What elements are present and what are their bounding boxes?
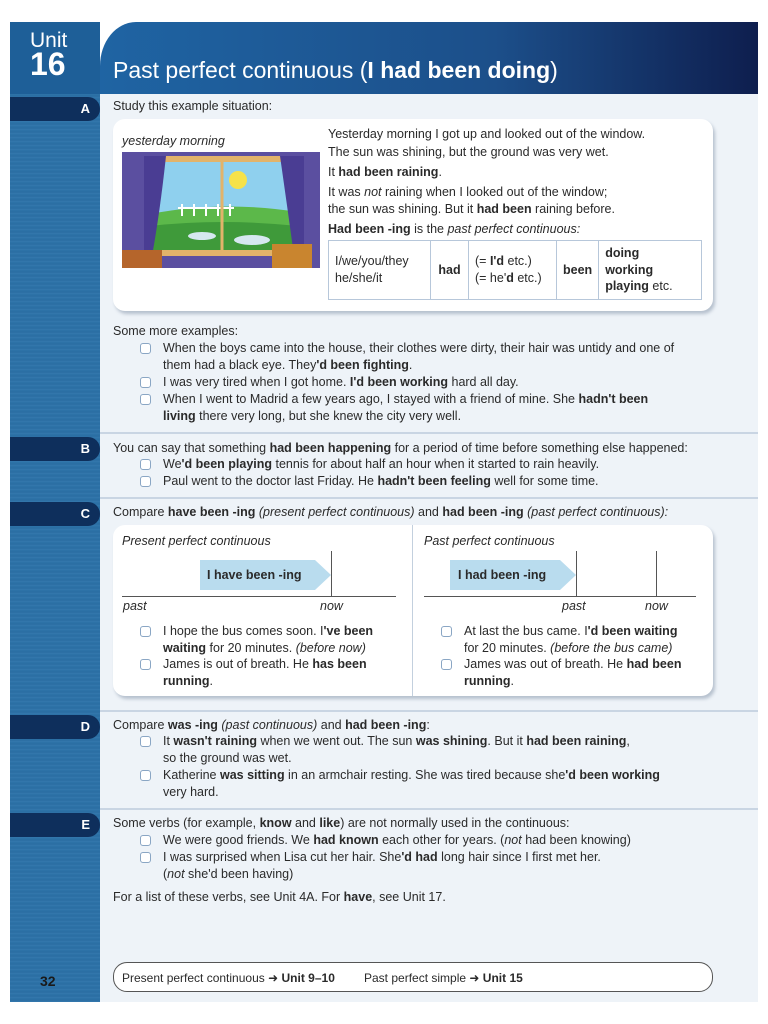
- example-line: them had a black eye. They'd been fighting.: [163, 358, 413, 372]
- timeline-now-marker: [331, 551, 332, 596]
- example-line: It wasn't raining when we went out. The sun was shining. But it had been raining,: [163, 734, 630, 748]
- timeline: [424, 596, 696, 597]
- situation-line: It was not raining when I looked out of the window;: [328, 185, 608, 199]
- section-tab-d: D: [10, 715, 100, 739]
- bullet-icon: [140, 377, 151, 388]
- form-had: had: [431, 241, 469, 300]
- section-e-intro: Some verbs (for example, know and like) are not normally used in the continuous:: [113, 816, 570, 830]
- timeline: [122, 596, 396, 597]
- bullet-icon: [140, 659, 151, 670]
- divider: [100, 808, 758, 810]
- arrow-label: I had been -ing: [458, 568, 547, 582]
- section-d-intro: Compare was -ing (past continuous) and had been -ing:: [113, 718, 430, 732]
- bullet-icon: [140, 343, 151, 354]
- bullet-icon: [140, 476, 151, 487]
- form-table: [328, 240, 702, 300]
- situation-line: It had been raining.: [328, 165, 442, 179]
- sun-icon: [229, 171, 247, 189]
- bullet-icon: [441, 626, 452, 637]
- unit-word: Unit: [30, 29, 68, 52]
- example-line: James was out of breath. He had been: [464, 657, 682, 671]
- example-line: We'd been playing tennis for about half an hour when it started to rain heavily.: [163, 457, 600, 471]
- timeline-past-marker: [576, 551, 577, 596]
- divider: [100, 710, 758, 712]
- section-tab-b: B: [10, 437, 100, 461]
- form-short: (= I'd etc.) (= he'd etc.): [469, 241, 557, 300]
- bullet-icon: [140, 459, 151, 470]
- situation-line: Yesterday morning I got up and looked out of the window.: [328, 127, 646, 141]
- bullet-icon: [140, 394, 151, 405]
- bullet-icon: [140, 835, 151, 846]
- cross-reference-note: For a list of these verbs, see Unit 4A. For have, see Unit 17.: [113, 890, 446, 904]
- example-line: James is out of breath. He has been: [163, 657, 367, 671]
- footer-reference-1[interactable]: Present perfect continuous ➜ Unit 9–10: [122, 971, 335, 985]
- arrow-label: I have been -ing: [207, 568, 302, 582]
- bullet-icon: [140, 770, 151, 781]
- situation-line: The sun was shining, but the ground was very wet.: [328, 145, 609, 159]
- section-tab-e: E: [10, 813, 100, 837]
- example-line: so the ground was wet.: [163, 751, 292, 765]
- picture-caption: yesterday morning: [122, 134, 225, 148]
- situation-line: the sun was shining. But it had been raining before.: [328, 202, 615, 216]
- example-line: (not she'd been having): [163, 867, 294, 881]
- example-line: I was very tired when I got home. I'd been working hard all day.: [163, 375, 519, 389]
- form-definition: Had been -ing is the past perfect continuous:: [328, 222, 581, 236]
- divider: [100, 497, 758, 499]
- example-line: waiting for 20 minutes. (before now): [163, 641, 366, 655]
- bullet-icon: [140, 736, 151, 747]
- section-b-intro: You can say that something had been happening for a period of time before something else happened:: [113, 441, 688, 455]
- form-verbs: doing working playing etc.: [599, 241, 702, 300]
- page-title: Past perfect continuous (I had been doing): [113, 57, 558, 83]
- page-number: 32: [40, 973, 56, 989]
- form-subjects: I/we/you/they he/she/it: [329, 241, 431, 300]
- section-tab-c: C: [10, 502, 100, 526]
- timeline-now: now: [320, 599, 343, 613]
- example-line: At last the bus came. I'd been waiting: [464, 624, 678, 638]
- timeline-past: past: [562, 599, 586, 613]
- bullet-icon: [140, 852, 151, 863]
- example-line: Katherine was sitting in an armchair resting. She was tired because she'd been working: [163, 768, 660, 782]
- more-examples: Some more examples:: [113, 324, 239, 338]
- example-line: running.: [464, 674, 514, 688]
- example-line: I was surprised when Lisa cut her hair. She'd had long hair since I first met her.: [163, 850, 601, 864]
- form-been: been: [557, 241, 599, 300]
- left-heading: Present perfect continuous: [122, 534, 271, 548]
- column-divider: [412, 525, 413, 696]
- bullet-icon: [140, 626, 151, 637]
- example-line: When I went to Madrid a few years ago, I stayed with a friend of mine. She hadn't been: [163, 392, 649, 406]
- bullet-icon: [441, 659, 452, 670]
- footer-reference-2[interactable]: Past perfect simple ➜ Unit 15: [364, 971, 523, 985]
- section-c-intro: Compare have been -ing (present perfect continuous) and had been -ing (past perfect continuous):: [113, 505, 669, 519]
- example-line: When the boys came into the house, their clothes were dirty, their hair was untidy and one of: [163, 341, 675, 355]
- example-line: Paul went to the doctor last Friday. He hadn't been feeling well for some time.: [163, 474, 599, 488]
- example-line: for 20 minutes. (before the bus came): [464, 641, 673, 655]
- example-line: very hard.: [163, 785, 219, 799]
- example-line: I hope the bus comes soon. I've been: [163, 624, 374, 638]
- example-line: living there very long, but she knew the city very well.: [163, 409, 462, 423]
- section-a-intro: Study this example situation:: [113, 99, 273, 113]
- example-line: running.: [163, 674, 213, 688]
- right-heading: Past perfect continuous: [424, 534, 555, 548]
- section-tab-a: A: [10, 97, 100, 121]
- timeline-now-marker: [656, 551, 657, 596]
- unit-number: 16: [30, 46, 66, 82]
- arrow-right-icon: ➜: [268, 971, 279, 985]
- example-line: We were good friends. We had known each other for years. (not had been knowing): [163, 833, 631, 847]
- arrow-right-icon: ➜: [469, 971, 480, 985]
- divider: [100, 432, 758, 434]
- timeline-past: past: [123, 599, 147, 613]
- timeline-now: now: [645, 599, 668, 613]
- window-illustration: [122, 152, 320, 268]
